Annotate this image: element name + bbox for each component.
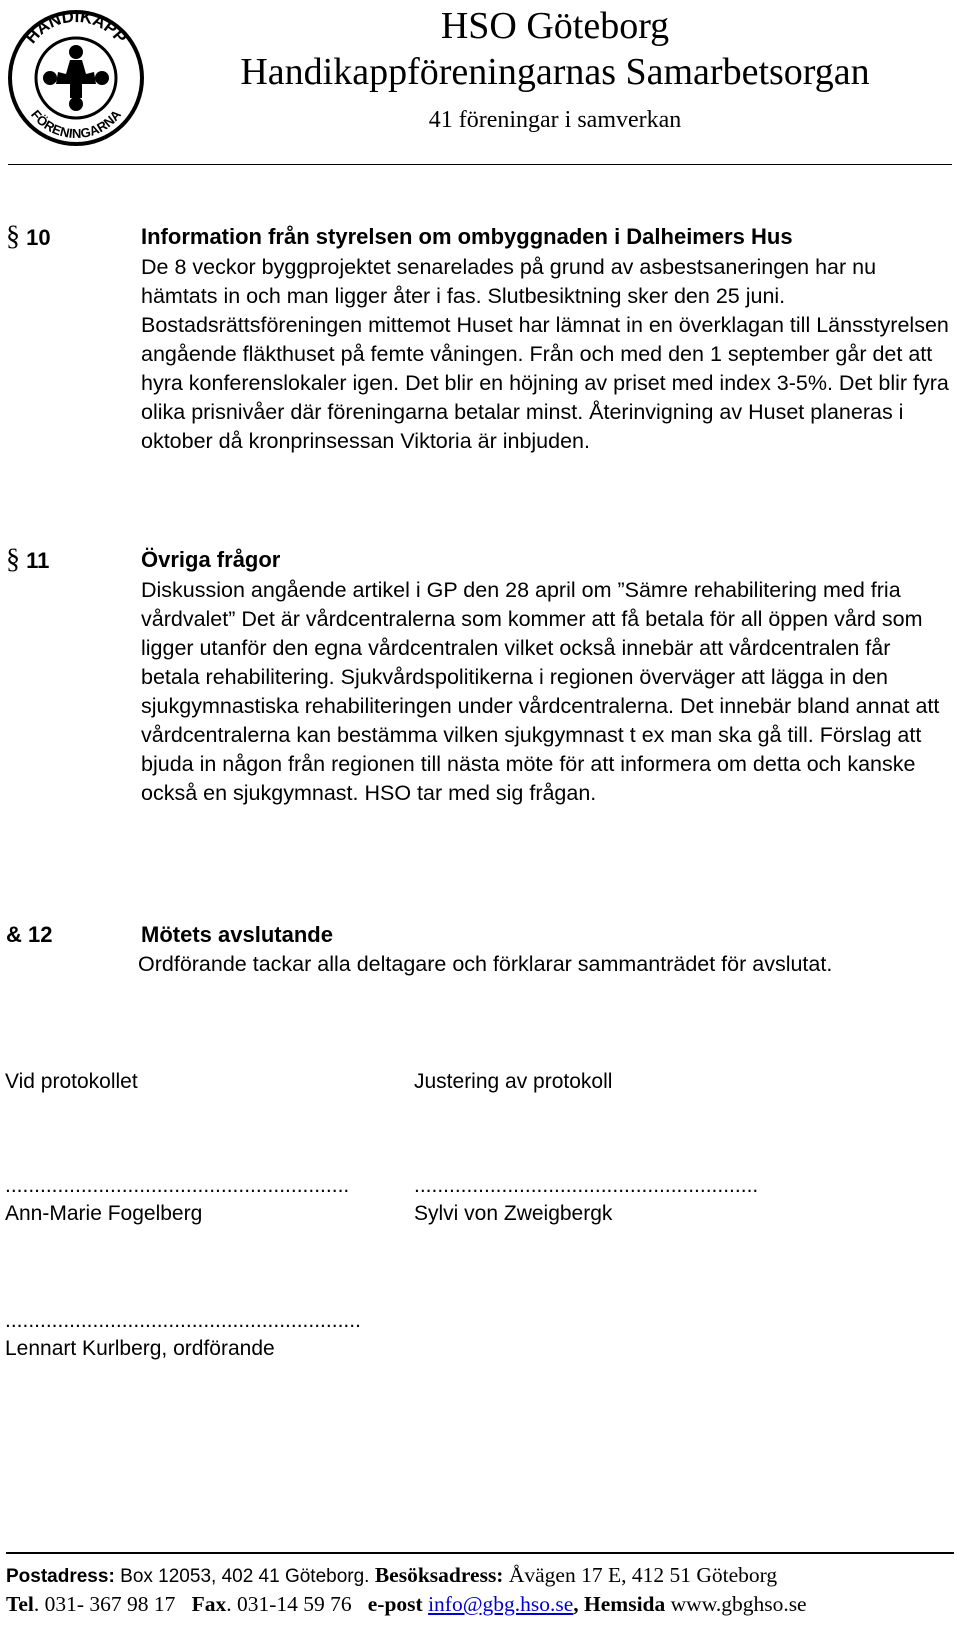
email-label: e-post [367,1592,423,1616]
organization-title: HSO Göteborg [440,5,670,47]
signature-line-left: ........................................................... [5,1174,350,1197]
section-11-title: Övriga frågor [141,547,281,572]
signature-caption-adjuster: Justering av protokoll [414,1070,613,1093]
section-11-number: § 11 [6,544,50,575]
postal-address-label: Postadress: [6,1566,115,1587]
footer-address-line [6,1561,777,1591]
footer-divider [6,1552,954,1554]
website-value[interactable]: www.gbghso.se [670,1592,807,1616]
section-10-title: Information från styrelsen om ombyggnaden i Dalheimers Hus [141,224,793,249]
header-divider [8,164,952,165]
signature-caption-minutes: Vid protokollet [5,1070,138,1093]
footer-contact-line: Tel. 031- 367 98 17 Fax. 031-14 59 76 e-post info@gbg.hso.se, Hemsida www.gbghso.se [6,1592,807,1616]
svg-text:HANDIKAPP [21,7,130,47]
organization-tagline: 41 föreningar i samverkan [428,107,682,133]
organization-subtitle: Handikappföreningarnas Samarbetsorgan [240,51,870,93]
signature-line-chair: ............................................................. [5,1309,361,1332]
signature-line-right: ........................................................... [414,1174,759,1197]
fax-value: . 031-14 59 76 [226,1592,352,1616]
visiting-address-label: Besöksadress: [374,1563,504,1587]
section-12-title: Mötets avslutande [141,922,333,947]
visiting-address-value: Åvägen 17 E, 412 51 Göteborg [508,1563,778,1587]
section-10-body: De 8 veckor byggprojektet senarelades på grund av asbestsaneringen har nu hämtats in och man ligger åter i fas. Slutbesiktning sker den 25 juni. Bostadsrättsföreningen mittemot Huset har lämnat in en överklagan till Länsstyrelsen angående fläkthuset på femte våningen. Från och med den 1 september går det att hyra konferenslokaler igen. Det blir en höjning av priset med index 3-5%. Det blir fyra olika prisnivåer där föreningarna betalar minst. Återinvigning av Huset planeras i oktober då kronprinsessan Viktoria är inbjuden. [141,255,949,453]
fax-label: Fax [191,1592,227,1616]
logo-text-top: HANDIKAPP [21,6,131,48]
phone-value: . 031- 367 98 17 [33,1592,176,1616]
website-label: Hemsida [584,1592,666,1616]
signature-name-right: Sylvi von Zweigbergk [414,1202,613,1225]
email-link[interactable]: info@gbg.hso.se [428,1592,574,1616]
phone-label: Tel [6,1592,34,1616]
signature-name-left: Ann-Marie Fogelberg [5,1202,203,1225]
signature-name-chair: Lennart Kurlberg, ordförande [5,1337,275,1360]
postal-address-value: Box 12053, 402 41 Göteborg. [120,1566,370,1587]
section-12-number: & 12 [6,922,53,947]
handikappforeningarna-logo [6,2,146,152]
section-12-body: Ordförande tackar alla deltagare och förklarar sammanträdet för avslutat. [138,952,833,976]
section-10-number: § 10 [6,221,51,252]
section-11-body: Diskussion angående artikel i GP den 28 april om ”Sämre rehabilitering med fria vårdvalet” Det är vårdcentralerna som kommer att få betala för all öppen vård som ligger utanför den egna vårdcentralen vilket också innebär att vårdcentralen får betala rehabilitering. Sjukvårdspolitikerna i regionen överväger att lägga in den sjukgymnastiska rehabiliteringen under vårdcentralerna. Det innebär bland annat att vårdcentralerna kan bestämma vilken sjukgymnast t ex man ska gå till. Förslag att bjuda in någon från regionen till nästa möte för att informera om detta och kanske också en sjukgymnast. HSO tar med sig frågan. [141,578,940,805]
logo-text-bottom: FÖRENINGARNA [28,106,124,142]
